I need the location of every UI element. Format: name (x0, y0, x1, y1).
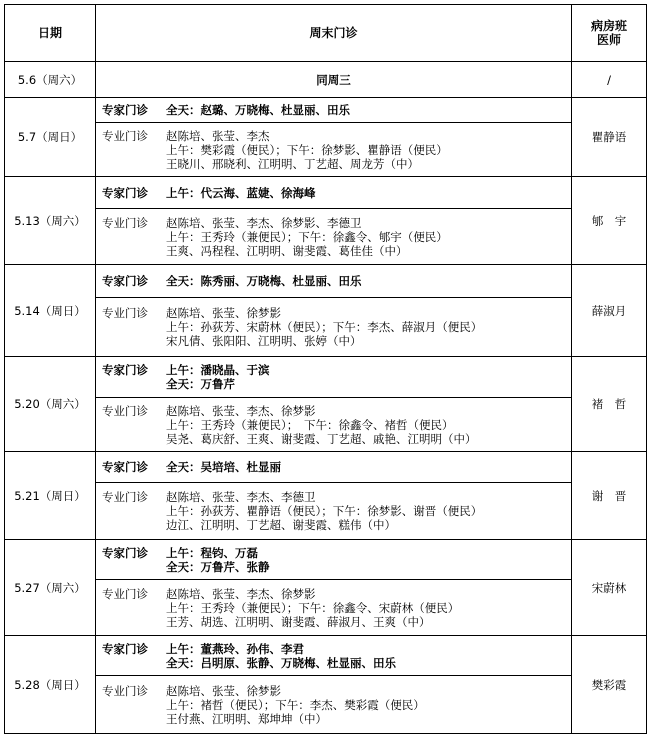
expert-clinic-cell (96, 357, 572, 398)
specialty-clinic-label: 专业门诊 (102, 683, 148, 698)
specialty-clinic-label: 专业门诊 (102, 490, 148, 504)
table-row (5, 209, 647, 265)
expert-clinic-cell (96, 177, 572, 209)
specialty-clinic-label: 专业门诊 (102, 128, 148, 143)
date-cell: 5.20（周六） (5, 357, 96, 452)
expert-clinic-cell (96, 636, 572, 676)
table-row (5, 265, 647, 298)
specialty-clinic-line: 上午：樊彩霞（便民）；下午：徐梦影、瞿静语（便民） (166, 142, 448, 157)
table-row (5, 62, 647, 98)
header-row (5, 5, 647, 62)
specialty-clinic-label: 专业门诊 (102, 215, 148, 230)
expert-clinic-cell (96, 265, 572, 298)
specialty-clinic-label: 专业门诊 (102, 586, 148, 601)
specialty-clinic-line: 王付燕、江明明、郑坤坤（中） (166, 711, 327, 726)
header-ward-doctor-line1: 病房班 (590, 19, 627, 33)
doctor-cell: / (572, 62, 647, 98)
specialty-clinic-cell (96, 123, 572, 177)
specialty-clinic-label: 专业门诊 (102, 306, 148, 320)
expert-clinic-cell (96, 452, 572, 483)
specialty-clinic-line: 赵陈培、张莹、李杰、徐梦影 (166, 403, 316, 418)
table-row (5, 636, 647, 676)
specialty-clinic-line: 上午：王秀玲（兼便民）；下午：徐鑫令、宋蔚林（便民） (166, 600, 460, 615)
doctor-cell: 谢 晋 (572, 452, 647, 540)
doctor-cell: 薛淑月 (572, 265, 647, 357)
header-clinic: 周末门诊 (96, 5, 572, 62)
specialty-clinic-cell (96, 398, 572, 452)
date-cell: 5.7（周日） (5, 98, 96, 177)
table-row (5, 580, 647, 636)
table-row (5, 398, 647, 452)
specialty-clinic-line: 赵陈培、张莹、徐梦影 (166, 683, 281, 698)
specialty-clinic-line: 赵陈培、张莹、李杰 (166, 128, 270, 143)
expert-clinic-line: 全天：陈秀丽、万晓梅、杜显丽、田乐 (166, 274, 362, 288)
table-row (5, 177, 647, 209)
expert-clinic-line: 全天：万鲁芹 (166, 377, 235, 391)
specialty-clinic-line: 赵陈培、张莹、徐梦影 (166, 306, 281, 320)
expert-clinic-cell (96, 98, 572, 123)
specialty-clinic-cell (96, 580, 572, 636)
table-row (5, 452, 647, 483)
expert-clinic-line: 上午：代云海、蓝婕、徐海峰 (166, 185, 316, 200)
specialty-clinic-line: 上午：褚哲（便民）；下午：李杰、樊彩霞（便民） (166, 697, 425, 712)
specialty-clinic-line: 上午：王秀玲（兼便民）； 下午：徐鑫令、褚哲（便民） (166, 417, 454, 432)
specialty-clinic-line: 赵陈培、张莹、李杰、徐梦影 (166, 586, 316, 601)
specialty-clinic-line: 上午：孙荻芳、瞿静语（便民）；下午：徐梦影、谢晋（便民） (166, 504, 483, 518)
date-cell: 5.21（周日） (5, 452, 96, 540)
specialty-clinic-label: 专业门诊 (102, 403, 148, 418)
expert-clinic-line: 上午：潘晓晶、于滨 (166, 363, 270, 377)
expert-clinic-label: 专家门诊 (102, 185, 148, 200)
specialty-clinic-cell (96, 209, 572, 265)
doctor-cell: 瞿静语 (572, 98, 647, 177)
expert-clinic-line: 全天：吴培培、杜显丽 (166, 460, 281, 474)
header-date: 日期 (5, 5, 96, 62)
expert-clinic-line: 全天：赵璐、万晓梅、杜显丽、田乐 (166, 103, 350, 117)
specialty-clinic-line: 赵陈培、张莹、李杰、徐梦影、李德卫 (166, 215, 362, 230)
table-row (5, 298, 647, 357)
table-row (5, 483, 647, 540)
schedule-table (4, 4, 647, 734)
header-ward-doctor (572, 5, 647, 62)
date-cell: 5.28（周日） (5, 636, 96, 734)
specialty-clinic-line: 吴尧、葛庆舒、王爽、谢斐霞、丁艺超、戚艳、江明明（中） (166, 431, 477, 446)
expert-clinic-line: 上午：董燕玲、孙伟、李君 (166, 641, 304, 656)
specialty-clinic-line: 边江、江明明、丁艺超、谢斐霞、糕伟（中） (166, 518, 396, 532)
expert-clinic-label: 专家门诊 (102, 460, 148, 474)
clinic-cell: 同周三 (96, 62, 572, 98)
table-row (5, 540, 647, 580)
specialty-clinic-line: 上午：孙荻芳、宋蔚林（便民）；下午：李杰、薛淑月（便民） (166, 320, 483, 334)
expert-clinic-label: 专家门诊 (102, 545, 148, 560)
specialty-clinic-line: 王晓川、邢晓利、江明明、丁艺超、周龙芳（中） (166, 156, 419, 171)
date-cell: 5.13（周六） (5, 177, 96, 265)
date-cell: 5.27（周六） (5, 540, 96, 636)
expert-clinic-line: 全天：吕明原、张静、万晓梅、杜显丽、田乐 (166, 655, 396, 670)
specialty-clinic-cell (96, 483, 572, 540)
expert-clinic-label: 专家门诊 (102, 363, 148, 377)
expert-clinic-label: 专家门诊 (102, 274, 148, 288)
table-row (5, 98, 647, 123)
specialty-clinic-line: 宋凡倩、张阳阳、江明明、张婷（中） (166, 334, 362, 348)
doctor-cell: 褚 哲 (572, 357, 647, 452)
specialty-clinic-cell (96, 298, 572, 357)
doctor-cell: 郇 宇 (572, 177, 647, 265)
specialty-clinic-line: 王爽、冯程程、江明明、谢斐霞、葛佳佳（中） (166, 243, 408, 258)
specialty-clinic-line: 王芳、胡选、江明明、谢斐霞、薛淑月、王爽（中） (166, 614, 431, 629)
expert-clinic-label: 专家门诊 (102, 641, 148, 656)
specialty-clinic-line: 上午：王秀玲（兼便民）；下午：徐鑫令、郇宇（便民） (166, 229, 448, 244)
table-row (5, 123, 647, 177)
expert-clinic-line: 全天：万鲁芹、张静 (166, 559, 270, 574)
specialty-clinic-line: 赵陈培、张莹、李杰、李德卫 (166, 490, 316, 504)
header-ward-doctor-line2: 医师 (596, 33, 621, 47)
table-row (5, 357, 647, 398)
date-cell: 5.14（周日） (5, 265, 96, 357)
expert-clinic-label: 专家门诊 (102, 103, 148, 117)
expert-clinic-cell (96, 540, 572, 580)
specialty-clinic-cell (96, 676, 572, 734)
doctor-cell: 樊彩霞 (572, 636, 647, 734)
table-row (5, 676, 647, 734)
doctor-cell: 宋蔚林 (572, 540, 647, 636)
expert-clinic-line: 上午：程钧、万磊 (166, 545, 258, 560)
date-cell: 5.6（周六） (5, 62, 96, 98)
